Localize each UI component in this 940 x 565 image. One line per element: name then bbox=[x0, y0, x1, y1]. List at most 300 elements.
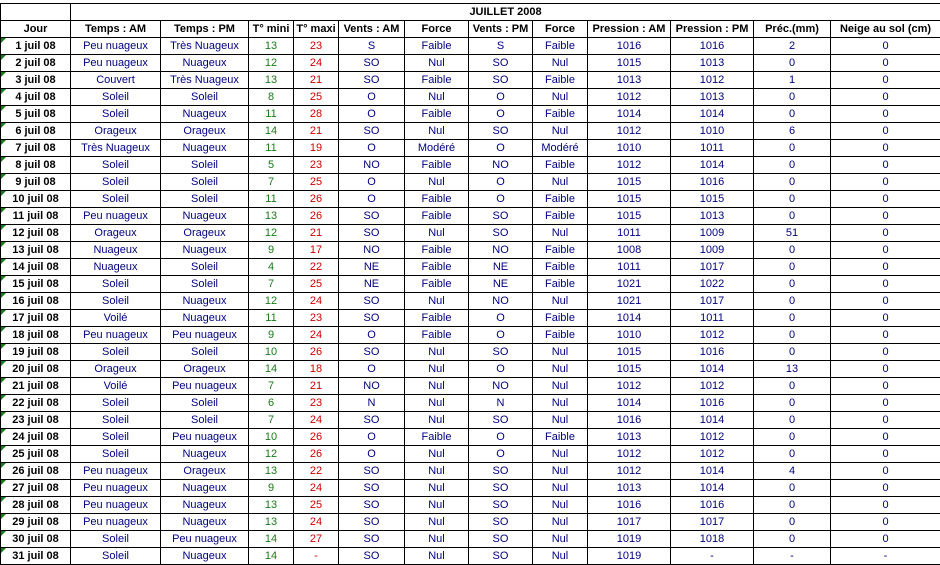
cell-weather-am[interactable]: Voilé bbox=[71, 310, 161, 327]
cell-wind-pm[interactable]: SO bbox=[469, 55, 533, 72]
cell-force-pm[interactable]: Faible bbox=[533, 157, 588, 174]
cell-pressure-am[interactable]: 1021 bbox=[588, 293, 671, 310]
cell-precipitation[interactable]: 0 bbox=[754, 276, 831, 293]
cell-wind-pm[interactable]: SO bbox=[469, 225, 533, 242]
cell-wind-am[interactable]: SO bbox=[339, 514, 405, 531]
cell-force-am[interactable]: Nul bbox=[405, 480, 469, 497]
cell-day[interactable]: 14 juil 08 bbox=[1, 259, 71, 276]
cell-weather-pm[interactable]: Très Nuageux bbox=[161, 38, 249, 55]
cell-pressure-am[interactable]: 1015 bbox=[588, 361, 671, 378]
cell-temp-min[interactable]: 14 bbox=[249, 548, 294, 565]
cell-wind-am[interactable]: SO bbox=[339, 480, 405, 497]
cell-snow[interactable]: 0 bbox=[831, 106, 940, 123]
cell-day[interactable]: 28 juil 08 bbox=[1, 497, 71, 514]
cell-temp-max[interactable]: 23 bbox=[294, 157, 339, 174]
cell-wind-am[interactable]: O bbox=[339, 106, 405, 123]
cell-wind-am[interactable]: N bbox=[339, 395, 405, 412]
cell-pressure-pm[interactable]: 1018 bbox=[671, 531, 754, 548]
cell-weather-am[interactable]: Nuageux bbox=[71, 259, 161, 276]
cell-force-am[interactable]: Nul bbox=[405, 514, 469, 531]
cell-snow[interactable]: 0 bbox=[831, 55, 940, 72]
cell-snow[interactable]: 0 bbox=[831, 378, 940, 395]
cell-wind-am[interactable]: S bbox=[339, 38, 405, 55]
cell-weather-am[interactable]: Soleil bbox=[71, 446, 161, 463]
cell-wind-pm[interactable]: O bbox=[469, 89, 533, 106]
cell-snow[interactable]: 0 bbox=[831, 140, 940, 157]
cell-weather-am[interactable]: Peu nuageux bbox=[71, 208, 161, 225]
cell-wind-am[interactable]: SO bbox=[339, 55, 405, 72]
cell-wind-pm[interactable]: SO bbox=[469, 531, 533, 548]
cell-day[interactable]: 19 juil 08 bbox=[1, 344, 71, 361]
cell-day[interactable]: 4 juil 08 bbox=[1, 89, 71, 106]
cell-snow[interactable]: 0 bbox=[831, 191, 940, 208]
cell-temp-min[interactable]: 6 bbox=[249, 395, 294, 412]
cell-wind-pm[interactable]: N bbox=[469, 395, 533, 412]
cell-temp-min[interactable]: 10 bbox=[249, 344, 294, 361]
cell-force-pm[interactable]: Nul bbox=[533, 344, 588, 361]
cell-snow[interactable]: 0 bbox=[831, 293, 940, 310]
cell-temp-min[interactable]: 4 bbox=[249, 259, 294, 276]
cell-force-pm[interactable]: Nul bbox=[533, 412, 588, 429]
cell-snow[interactable]: 0 bbox=[831, 327, 940, 344]
cell-wind-pm[interactable]: NO bbox=[469, 242, 533, 259]
cell-weather-am[interactable]: Orageux bbox=[71, 123, 161, 140]
cell-pressure-pm[interactable]: 1009 bbox=[671, 225, 754, 242]
cell-temp-min[interactable]: 11 bbox=[249, 310, 294, 327]
cell-snow[interactable]: 0 bbox=[831, 242, 940, 259]
cell-force-am[interactable]: Faible bbox=[405, 72, 469, 89]
cell-day[interactable]: 31 juil 08 bbox=[1, 548, 71, 565]
cell-force-pm[interactable]: Nul bbox=[533, 174, 588, 191]
cell-wind-am[interactable]: SO bbox=[339, 463, 405, 480]
cell-day[interactable]: 30 juil 08 bbox=[1, 531, 71, 548]
cell-day[interactable]: 2 juil 08 bbox=[1, 55, 71, 72]
cell-precipitation[interactable]: 1 bbox=[754, 72, 831, 89]
cell-precipitation[interactable]: 0 bbox=[754, 412, 831, 429]
cell-weather-pm[interactable]: Orageux bbox=[161, 225, 249, 242]
cell-pressure-pm[interactable]: 1012 bbox=[671, 429, 754, 446]
cell-snow[interactable]: 0 bbox=[831, 463, 940, 480]
cell-temp-min[interactable]: 9 bbox=[249, 480, 294, 497]
cell-weather-am[interactable]: Soleil bbox=[71, 395, 161, 412]
cell-temp-min[interactable]: 11 bbox=[249, 191, 294, 208]
cell-force-am[interactable]: Nul bbox=[405, 344, 469, 361]
cell-temp-max[interactable]: 23 bbox=[294, 395, 339, 412]
cell-snow[interactable]: 0 bbox=[831, 412, 940, 429]
cell-weather-pm[interactable]: Orageux bbox=[161, 123, 249, 140]
cell-wind-pm[interactable]: SO bbox=[469, 514, 533, 531]
cell-force-am[interactable]: Nul bbox=[405, 225, 469, 242]
cell-pressure-am[interactable]: 1013 bbox=[588, 480, 671, 497]
cell-force-am[interactable]: Faible bbox=[405, 191, 469, 208]
cell-weather-pm[interactable]: Nuageux bbox=[161, 208, 249, 225]
cell-wind-am[interactable]: SO bbox=[339, 497, 405, 514]
cell-weather-pm[interactable]: Soleil bbox=[161, 412, 249, 429]
cell-weather-pm[interactable]: Nuageux bbox=[161, 446, 249, 463]
cell-pressure-pm[interactable]: 1016 bbox=[671, 497, 754, 514]
cell-wind-pm[interactable]: SO bbox=[469, 497, 533, 514]
cell-weather-am[interactable]: Soleil bbox=[71, 89, 161, 106]
cell-precipitation[interactable]: 0 bbox=[754, 531, 831, 548]
cell-wind-pm[interactable]: NE bbox=[469, 259, 533, 276]
cell-force-am[interactable]: Nul bbox=[405, 378, 469, 395]
cell-weather-am[interactable]: Peu nuageux bbox=[71, 55, 161, 72]
cell-weather-am[interactable]: Soleil bbox=[71, 429, 161, 446]
cell-temp-min[interactable]: 9 bbox=[249, 327, 294, 344]
cell-precipitation[interactable]: 0 bbox=[754, 310, 831, 327]
cell-weather-pm[interactable]: Nuageux bbox=[161, 293, 249, 310]
cell-wind-am[interactable]: SO bbox=[339, 293, 405, 310]
cell-force-pm[interactable]: Modéré bbox=[533, 140, 588, 157]
cell-temp-max[interactable]: 26 bbox=[294, 208, 339, 225]
cell-force-am[interactable]: Faible bbox=[405, 276, 469, 293]
cell-temp-max[interactable]: 26 bbox=[294, 429, 339, 446]
cell-pressure-pm[interactable]: 1016 bbox=[671, 395, 754, 412]
cell-precipitation[interactable]: 0 bbox=[754, 208, 831, 225]
cell-force-am[interactable]: Nul bbox=[405, 174, 469, 191]
cell-wind-pm[interactable]: NO bbox=[469, 378, 533, 395]
cell-pressure-pm[interactable]: 1014 bbox=[671, 480, 754, 497]
cell-wind-pm[interactable]: O bbox=[469, 310, 533, 327]
cell-wind-am[interactable]: O bbox=[339, 140, 405, 157]
cell-pressure-am[interactable]: 1012 bbox=[588, 378, 671, 395]
cell-temp-min[interactable]: 8 bbox=[249, 89, 294, 106]
cell-temp-min[interactable]: 7 bbox=[249, 378, 294, 395]
cell-weather-pm[interactable]: Nuageux bbox=[161, 55, 249, 72]
cell-wind-am[interactable]: SO bbox=[339, 225, 405, 242]
cell-pressure-am[interactable]: 1016 bbox=[588, 412, 671, 429]
cell-pressure-am[interactable]: 1015 bbox=[588, 208, 671, 225]
cell-pressure-pm[interactable]: 1013 bbox=[671, 89, 754, 106]
cell-wind-pm[interactable]: O bbox=[469, 446, 533, 463]
cell-weather-am[interactable]: Soleil bbox=[71, 174, 161, 191]
cell-force-pm[interactable]: Faible bbox=[533, 310, 588, 327]
cell-wind-am[interactable]: SO bbox=[339, 208, 405, 225]
cell-precipitation[interactable]: 0 bbox=[754, 327, 831, 344]
cell-day[interactable]: 13 juil 08 bbox=[1, 242, 71, 259]
cell-pressure-am[interactable]: 1014 bbox=[588, 310, 671, 327]
cell-snow[interactable]: 0 bbox=[831, 123, 940, 140]
cell-weather-pm[interactable]: Soleil bbox=[161, 276, 249, 293]
cell-temp-min[interactable]: 7 bbox=[249, 412, 294, 429]
cell-force-pm[interactable]: Nul bbox=[533, 497, 588, 514]
cell-wind-am[interactable]: O bbox=[339, 174, 405, 191]
cell-force-am[interactable]: Nul bbox=[405, 395, 469, 412]
cell-pressure-am[interactable]: 1016 bbox=[588, 497, 671, 514]
cell-force-am[interactable]: Faible bbox=[405, 38, 469, 55]
cell-temp-min[interactable]: 9 bbox=[249, 242, 294, 259]
cell-force-pm[interactable]: Nul bbox=[533, 378, 588, 395]
cell-wind-pm[interactable]: SO bbox=[469, 548, 533, 565]
cell-temp-min[interactable]: 13 bbox=[249, 208, 294, 225]
cell-wind-pm[interactable]: SO bbox=[469, 208, 533, 225]
cell-pressure-am[interactable]: 1013 bbox=[588, 72, 671, 89]
cell-temp-min[interactable]: 14 bbox=[249, 531, 294, 548]
cell-weather-am[interactable]: Très Nuageux bbox=[71, 140, 161, 157]
cell-temp-max[interactable]: 28 bbox=[294, 106, 339, 123]
cell-pressure-am[interactable]: 1014 bbox=[588, 106, 671, 123]
cell-wind-pm[interactable]: SO bbox=[469, 72, 533, 89]
cell-weather-pm[interactable]: Nuageux bbox=[161, 514, 249, 531]
cell-wind-am[interactable]: O bbox=[339, 89, 405, 106]
cell-snow[interactable]: 0 bbox=[831, 157, 940, 174]
cell-snow[interactable]: 0 bbox=[831, 429, 940, 446]
cell-force-am[interactable]: Faible bbox=[405, 242, 469, 259]
cell-weather-pm[interactable]: Nuageux bbox=[161, 497, 249, 514]
cell-snow[interactable]: 0 bbox=[831, 497, 940, 514]
cell-wind-pm[interactable]: SO bbox=[469, 463, 533, 480]
cell-wind-pm[interactable]: SO bbox=[469, 123, 533, 140]
cell-temp-max[interactable]: 23 bbox=[294, 310, 339, 327]
cell-force-am[interactable]: Nul bbox=[405, 55, 469, 72]
cell-temp-max[interactable]: 17 bbox=[294, 242, 339, 259]
cell-force-pm[interactable]: Faible bbox=[533, 38, 588, 55]
cell-day[interactable]: 18 juil 08 bbox=[1, 327, 71, 344]
cell-snow[interactable]: 0 bbox=[831, 276, 940, 293]
cell-precipitation[interactable]: 0 bbox=[754, 174, 831, 191]
cell-pressure-pm[interactable]: 1011 bbox=[671, 310, 754, 327]
cell-pressure-am[interactable]: 1015 bbox=[588, 344, 671, 361]
cell-pressure-pm[interactable]: 1014 bbox=[671, 361, 754, 378]
cell-pressure-am[interactable]: 1010 bbox=[588, 140, 671, 157]
cell-pressure-pm[interactable]: 1017 bbox=[671, 259, 754, 276]
cell-wind-am[interactable]: O bbox=[339, 191, 405, 208]
cell-weather-pm[interactable]: Peu nuageux bbox=[161, 531, 249, 548]
cell-weather-am[interactable]: Soleil bbox=[71, 106, 161, 123]
cell-wind-am[interactable]: SO bbox=[339, 123, 405, 140]
cell-wind-pm[interactable]: SO bbox=[469, 344, 533, 361]
cell-wind-pm[interactable]: SO bbox=[469, 412, 533, 429]
cell-temp-max[interactable]: 21 bbox=[294, 225, 339, 242]
cell-wind-am[interactable]: SO bbox=[339, 72, 405, 89]
cell-pressure-am[interactable]: 1017 bbox=[588, 514, 671, 531]
cell-temp-min[interactable]: 7 bbox=[249, 174, 294, 191]
cell-snow[interactable]: 0 bbox=[831, 446, 940, 463]
cell-temp-max[interactable]: 18 bbox=[294, 361, 339, 378]
cell-day[interactable]: 21 juil 08 bbox=[1, 378, 71, 395]
cell-force-pm[interactable]: Faible bbox=[533, 429, 588, 446]
cell-day[interactable]: 8 juil 08 bbox=[1, 157, 71, 174]
cell-temp-min[interactable]: 13 bbox=[249, 514, 294, 531]
cell-precipitation[interactable]: 2 bbox=[754, 38, 831, 55]
cell-pressure-am[interactable]: 1011 bbox=[588, 259, 671, 276]
cell-pressure-pm[interactable]: 1012 bbox=[671, 378, 754, 395]
cell-weather-am[interactable]: Soleil bbox=[71, 531, 161, 548]
cell-temp-max[interactable]: 23 bbox=[294, 38, 339, 55]
cell-force-am[interactable]: Faible bbox=[405, 106, 469, 123]
cell-precipitation[interactable]: 0 bbox=[754, 514, 831, 531]
cell-force-pm[interactable]: Faible bbox=[533, 276, 588, 293]
cell-precipitation[interactable]: 0 bbox=[754, 497, 831, 514]
cell-force-pm[interactable]: Nul bbox=[533, 395, 588, 412]
cell-pressure-am[interactable]: 1012 bbox=[588, 157, 671, 174]
cell-force-pm[interactable]: Nul bbox=[533, 446, 588, 463]
cell-force-pm[interactable]: Faible bbox=[533, 191, 588, 208]
cell-temp-min[interactable]: 13 bbox=[249, 497, 294, 514]
cell-force-pm[interactable]: Faible bbox=[533, 208, 588, 225]
cell-temp-min[interactable]: 12 bbox=[249, 55, 294, 72]
cell-weather-am[interactable]: Peu nuageux bbox=[71, 514, 161, 531]
cell-wind-pm[interactable]: O bbox=[469, 106, 533, 123]
cell-weather-pm[interactable]: Nuageux bbox=[161, 140, 249, 157]
cell-weather-pm[interactable]: Orageux bbox=[161, 463, 249, 480]
cell-pressure-am[interactable]: 1019 bbox=[588, 531, 671, 548]
cell-force-am[interactable]: Nul bbox=[405, 412, 469, 429]
cell-snow[interactable]: 0 bbox=[831, 514, 940, 531]
cell-precipitation[interactable]: 0 bbox=[754, 293, 831, 310]
cell-precipitation[interactable]: 4 bbox=[754, 463, 831, 480]
cell-day[interactable]: 9 juil 08 bbox=[1, 174, 71, 191]
cell-force-pm[interactable]: Nul bbox=[533, 514, 588, 531]
cell-force-pm[interactable]: Faible bbox=[533, 242, 588, 259]
cell-precipitation[interactable]: 0 bbox=[754, 191, 831, 208]
cell-weather-pm[interactable]: Très Nuageux bbox=[161, 72, 249, 89]
cell-weather-am[interactable]: Soleil bbox=[71, 293, 161, 310]
cell-wind-pm[interactable]: O bbox=[469, 327, 533, 344]
cell-pressure-pm[interactable]: 1012 bbox=[671, 446, 754, 463]
cell-force-pm[interactable]: Nul bbox=[533, 548, 588, 565]
cell-weather-pm[interactable]: Soleil bbox=[161, 191, 249, 208]
cell-pressure-am[interactable]: 1012 bbox=[588, 123, 671, 140]
cell-pressure-am[interactable]: 1008 bbox=[588, 242, 671, 259]
cell-day[interactable]: 12 juil 08 bbox=[1, 225, 71, 242]
cell-temp-min[interactable]: 12 bbox=[249, 225, 294, 242]
cell-precipitation[interactable]: 0 bbox=[754, 395, 831, 412]
cell-pressure-am[interactable]: 1010 bbox=[588, 327, 671, 344]
cell-weather-am[interactable]: Nuageux bbox=[71, 242, 161, 259]
cell-temp-max[interactable]: - bbox=[294, 548, 339, 565]
cell-temp-min[interactable]: 12 bbox=[249, 446, 294, 463]
cell-snow[interactable]: - bbox=[831, 548, 940, 565]
cell-precipitation[interactable]: 0 bbox=[754, 157, 831, 174]
cell-wind-am[interactable]: O bbox=[339, 361, 405, 378]
cell-wind-pm[interactable]: S bbox=[469, 38, 533, 55]
cell-weather-am[interactable]: Couvert bbox=[71, 72, 161, 89]
cell-wind-am[interactable]: SO bbox=[339, 412, 405, 429]
cell-pressure-am[interactable]: 1014 bbox=[588, 395, 671, 412]
cell-pressure-pm[interactable]: 1014 bbox=[671, 106, 754, 123]
cell-snow[interactable]: 0 bbox=[831, 531, 940, 548]
cell-wind-am[interactable]: O bbox=[339, 429, 405, 446]
cell-day[interactable]: 17 juil 08 bbox=[1, 310, 71, 327]
cell-temp-min[interactable]: 13 bbox=[249, 463, 294, 480]
cell-day[interactable]: 24 juil 08 bbox=[1, 429, 71, 446]
cell-weather-am[interactable]: Soleil bbox=[71, 344, 161, 361]
cell-force-am[interactable]: Nul bbox=[405, 497, 469, 514]
cell-force-am[interactable]: Faible bbox=[405, 157, 469, 174]
cell-snow[interactable]: 0 bbox=[831, 208, 940, 225]
cell-precipitation[interactable]: 51 bbox=[754, 225, 831, 242]
cell-temp-min[interactable]: 5 bbox=[249, 157, 294, 174]
cell-day[interactable]: 23 juil 08 bbox=[1, 412, 71, 429]
cell-force-pm[interactable]: Nul bbox=[533, 361, 588, 378]
cell-temp-max[interactable]: 24 bbox=[294, 293, 339, 310]
cell-temp-max[interactable]: 21 bbox=[294, 378, 339, 395]
cell-precipitation[interactable]: 6 bbox=[754, 123, 831, 140]
cell-weather-am[interactable]: Peu nuageux bbox=[71, 463, 161, 480]
cell-force-pm[interactable]: Faible bbox=[533, 259, 588, 276]
cell-temp-max[interactable]: 26 bbox=[294, 191, 339, 208]
cell-pressure-pm[interactable]: - bbox=[671, 548, 754, 565]
cell-temp-min[interactable]: 10 bbox=[249, 429, 294, 446]
cell-pressure-pm[interactable]: 1009 bbox=[671, 242, 754, 259]
cell-wind-am[interactable]: NO bbox=[339, 157, 405, 174]
cell-pressure-pm[interactable]: 1022 bbox=[671, 276, 754, 293]
cell-pressure-pm[interactable]: 1016 bbox=[671, 344, 754, 361]
cell-snow[interactable]: 0 bbox=[831, 174, 940, 191]
cell-temp-min[interactable]: 14 bbox=[249, 361, 294, 378]
cell-force-am[interactable]: Modéré bbox=[405, 140, 469, 157]
cell-wind-am[interactable]: SO bbox=[339, 310, 405, 327]
cell-weather-pm[interactable]: Nuageux bbox=[161, 548, 249, 565]
cell-weather-pm[interactable]: Soleil bbox=[161, 395, 249, 412]
cell-force-am[interactable]: Nul bbox=[405, 446, 469, 463]
cell-day[interactable]: 29 juil 08 bbox=[1, 514, 71, 531]
cell-force-pm[interactable]: Faible bbox=[533, 327, 588, 344]
cell-weather-am[interactable]: Orageux bbox=[71, 361, 161, 378]
cell-day[interactable]: 20 juil 08 bbox=[1, 361, 71, 378]
cell-day[interactable]: 15 juil 08 bbox=[1, 276, 71, 293]
cell-weather-pm[interactable]: Soleil bbox=[161, 174, 249, 191]
cell-weather-am[interactable]: Peu nuageux bbox=[71, 38, 161, 55]
cell-snow[interactable]: 0 bbox=[831, 361, 940, 378]
cell-day[interactable]: 5 juil 08 bbox=[1, 106, 71, 123]
cell-precipitation[interactable]: 0 bbox=[754, 446, 831, 463]
cell-wind-am[interactable]: O bbox=[339, 446, 405, 463]
cell-day[interactable]: 11 juil 08 bbox=[1, 208, 71, 225]
cell-wind-pm[interactable]: O bbox=[469, 429, 533, 446]
cell-pressure-pm[interactable]: 1014 bbox=[671, 463, 754, 480]
cell-weather-am[interactable]: Soleil bbox=[71, 412, 161, 429]
cell-day[interactable]: 27 juil 08 bbox=[1, 480, 71, 497]
cell-force-am[interactable]: Nul bbox=[405, 123, 469, 140]
cell-pressure-am[interactable]: 1011 bbox=[588, 225, 671, 242]
cell-wind-pm[interactable]: SO bbox=[469, 480, 533, 497]
cell-force-pm[interactable]: Nul bbox=[533, 531, 588, 548]
cell-pressure-am[interactable]: 1015 bbox=[588, 55, 671, 72]
cell-pressure-pm[interactable]: 1017 bbox=[671, 514, 754, 531]
cell-force-pm[interactable]: Nul bbox=[533, 463, 588, 480]
cell-temp-max[interactable]: 22 bbox=[294, 463, 339, 480]
cell-snow[interactable]: 0 bbox=[831, 89, 940, 106]
cell-precipitation[interactable]: - bbox=[754, 548, 831, 565]
cell-snow[interactable]: 0 bbox=[831, 344, 940, 361]
cell-day[interactable]: 7 juil 08 bbox=[1, 140, 71, 157]
cell-pressure-am[interactable]: 1012 bbox=[588, 89, 671, 106]
cell-pressure-am[interactable]: 1019 bbox=[588, 548, 671, 565]
cell-pressure-am[interactable]: 1012 bbox=[588, 446, 671, 463]
cell-pressure-am[interactable]: 1016 bbox=[588, 38, 671, 55]
cell-force-pm[interactable]: Faible bbox=[533, 106, 588, 123]
cell-temp-min[interactable]: 12 bbox=[249, 293, 294, 310]
cell-day[interactable]: 10 juil 08 bbox=[1, 191, 71, 208]
cell-day[interactable]: 6 juil 08 bbox=[1, 123, 71, 140]
cell-pressure-pm[interactable]: 1014 bbox=[671, 157, 754, 174]
cell-wind-pm[interactable]: NE bbox=[469, 276, 533, 293]
cell-pressure-pm[interactable]: 1016 bbox=[671, 38, 754, 55]
cell-force-am[interactable]: Faible bbox=[405, 310, 469, 327]
cell-temp-max[interactable]: 21 bbox=[294, 123, 339, 140]
cell-force-am[interactable]: Faible bbox=[405, 259, 469, 276]
cell-temp-max[interactable]: 25 bbox=[294, 276, 339, 293]
cell-force-pm[interactable]: Nul bbox=[533, 123, 588, 140]
cell-pressure-pm[interactable]: 1014 bbox=[671, 412, 754, 429]
cell-weather-pm[interactable]: Soleil bbox=[161, 259, 249, 276]
cell-day[interactable]: 16 juil 08 bbox=[1, 293, 71, 310]
cell-precipitation[interactable]: 0 bbox=[754, 344, 831, 361]
cell-pressure-pm[interactable]: 1010 bbox=[671, 123, 754, 140]
cell-temp-max[interactable]: 19 bbox=[294, 140, 339, 157]
